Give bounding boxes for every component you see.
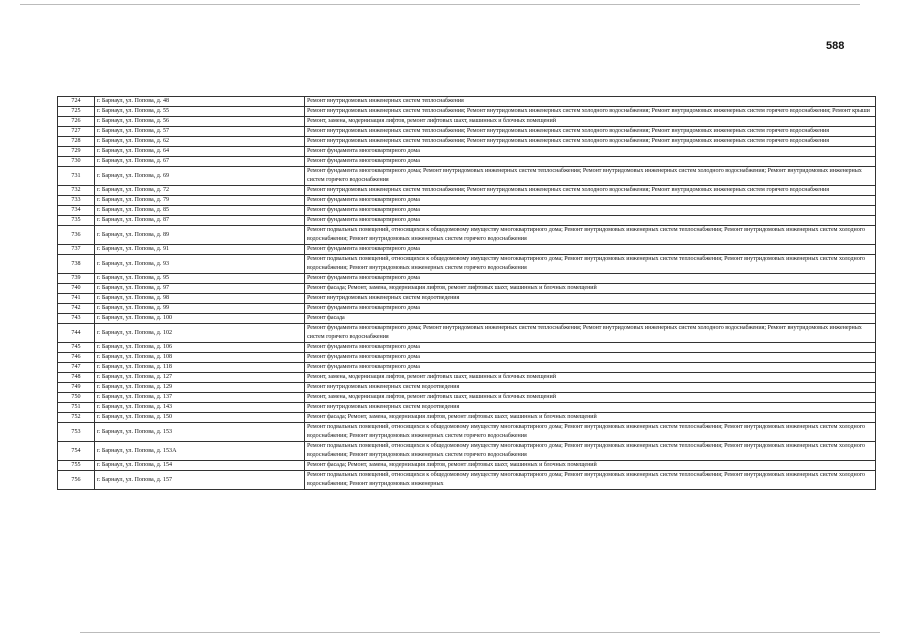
row-works: Ремонт фундамента многоквартирного дома	[305, 363, 876, 373]
row-address: г. Барнаул, ул. Попова, д. 106	[95, 343, 305, 353]
row-address: г. Барнаул, ул. Попова, д. 95	[95, 274, 305, 284]
row-number: 725	[58, 107, 95, 117]
row-works: Ремонт фундамента многоквартирного дома	[305, 206, 876, 216]
table-row	[58, 107, 876, 117]
table-row	[58, 294, 876, 304]
table-row	[58, 274, 876, 284]
row-address: г. Барнаул, ул. Попова, д. 153А	[95, 442, 305, 461]
row-works: Ремонт фундамента многоквартирного дома	[305, 196, 876, 206]
row-number: 730	[58, 157, 95, 167]
row-number: 739	[58, 274, 95, 284]
row-address: г. Барнаул, ул. Попова, д. 56	[95, 117, 305, 127]
row-works: Ремонт фундамента многоквартирного дома	[305, 157, 876, 167]
row-number: 726	[58, 117, 95, 127]
row-address: г. Барнаул, ул. Попова, д. 85	[95, 206, 305, 216]
page-number: 588	[826, 40, 845, 52]
scan-artifact-bottom	[80, 632, 880, 633]
row-number: 746	[58, 353, 95, 363]
table-row	[58, 216, 876, 226]
row-address: г. Барнаул, ул. Попова, д. 72	[95, 186, 305, 196]
row-address: г. Барнаул, ул. Попова, д. 129	[95, 383, 305, 393]
row-address: г. Барнаул, ул. Попова, д. 157	[95, 471, 305, 490]
row-number: 737	[58, 245, 95, 255]
row-works: Ремонт внутридомовых инженерных систем теплоснабжения; Ремонт внутридомовых инженерных систем холодного водоснабжения; Ремонт внутридомовых инженерных систем горячего водоснабжения	[305, 137, 876, 147]
row-number: 750	[58, 393, 95, 403]
row-address: г. Барнаул, ул. Попова, д. 143	[95, 403, 305, 413]
scan-artifact-top	[20, 4, 860, 5]
row-number: 754	[58, 442, 95, 461]
row-number: 742	[58, 304, 95, 314]
row-works: Ремонт подвальных помещений, относящихся к общедомовому имуществу многоквартирного дома; Ремонт внутридомовых инженерных систем теплоснабжения; Ремонт внутридомовых инженерных систем холодного водоснабжения; Ремонт внутридомовых инженерных систем горячего водоснабжения	[305, 255, 876, 274]
row-number: 731	[58, 167, 95, 186]
row-address: г. Барнаул, ул. Попова, д. 137	[95, 393, 305, 403]
row-works: Ремонт внутридомовых инженерных систем теплоснабжения; Ремонт внутридомовых инженерных систем холодного водоснабжения; Ремонт внутридомовых инженерных систем горячего водоснабжения	[305, 127, 876, 137]
row-number: 741	[58, 294, 95, 304]
row-address: г. Барнаул, ул. Попова, д. 150	[95, 413, 305, 423]
row-number: 748	[58, 373, 95, 383]
row-number: 743	[58, 314, 95, 324]
table-row	[58, 461, 876, 471]
row-address: г. Барнаул, ул. Попова, д. 108	[95, 353, 305, 363]
row-works: Ремонт подвальных помещений, относящихся к общедомовому имуществу многоквартирного дома; Ремонт внутридомовых инженерных систем теплоснабжения; Ремонт внутридомовых инженерных систем холодного водоснабжения; Ремонт внутридомовых инженерных систем горячего водоснабжения	[305, 226, 876, 245]
row-address: г. Барнаул, ул. Попова, д. 100	[95, 314, 305, 324]
row-number: 749	[58, 383, 95, 393]
row-address: г. Барнаул, ул. Попова, д. 127	[95, 373, 305, 383]
row-number: 734	[58, 206, 95, 216]
row-number: 740	[58, 284, 95, 294]
row-address: г. Барнаул, ул. Попова, д. 97	[95, 284, 305, 294]
registry-body	[58, 97, 876, 490]
row-number: 732	[58, 186, 95, 196]
row-address: г. Барнаул, ул. Попова, д. 153	[95, 423, 305, 442]
table-row	[58, 442, 876, 461]
row-works: Ремонт внутридомовых инженерных систем теплоснабжения; Ремонт внутридомовых инженерных систем холодного водоснабжения; Ремонт внутридомовых инженерных систем горячего водоснабжения	[305, 186, 876, 196]
row-number: 728	[58, 137, 95, 147]
table-row	[58, 363, 876, 373]
row-address: г. Барнаул, ул. Попова, д. 48	[95, 97, 305, 107]
row-address: г. Барнаул, ул. Попова, д. 89	[95, 226, 305, 245]
row-number: 753	[58, 423, 95, 442]
table-row	[58, 206, 876, 216]
row-works: Ремонт, замена, модернизация лифтов, ремонт лифтовых шахт, машинных и блочных помещений	[305, 393, 876, 403]
row-works: Ремонт фундамента многоквартирного дома	[305, 353, 876, 363]
table-row	[58, 127, 876, 137]
row-address: г. Барнаул, ул. Попова, д. 118	[95, 363, 305, 373]
row-works: Ремонт фасада; Ремонт, замена, модернизация лифтов, ремонт лифтовых шахт, машинных и блочных помещений	[305, 413, 876, 423]
table-row	[58, 353, 876, 363]
row-number: 738	[58, 255, 95, 274]
table-row	[58, 97, 876, 107]
row-number: 744	[58, 324, 95, 343]
row-works: Ремонт, замена, модернизация лифтов, ремонт лифтовых шахт, машинных и блочных помещений	[305, 117, 876, 127]
row-works: Ремонт внутридомовых инженерных систем водоотведения	[305, 294, 876, 304]
table-row	[58, 157, 876, 167]
table-row	[58, 471, 876, 490]
row-works: Ремонт фундамента многоквартирного дома	[305, 304, 876, 314]
row-works: Ремонт фундамента многоквартирного дома; Ремонт внутридомовых инженерных систем теплоснабжения; Ремонт внутридомовых инженерных систем холодного водоснабжения; Ремонт внутридомовых инженерных систем горячего водоснабжения	[305, 167, 876, 186]
table-row	[58, 383, 876, 393]
row-works: Ремонт внутридомовых инженерных систем теплоснабжения	[305, 97, 876, 107]
row-number: 747	[58, 363, 95, 373]
table-row	[58, 284, 876, 294]
row-works: Ремонт фасада; Ремонт, замена, модернизация лифтов, ремонт лифтовых шахт, машинных и блочных помещений	[305, 284, 876, 294]
row-number: 724	[58, 97, 95, 107]
table-row	[58, 226, 876, 245]
row-number: 735	[58, 216, 95, 226]
row-works: Ремонт фундамента многоквартирного дома	[305, 245, 876, 255]
row-number: 727	[58, 127, 95, 137]
table-row	[58, 117, 876, 127]
row-works: Ремонт фундамента многоквартирного дома	[305, 274, 876, 284]
row-works: Ремонт фундамента многоквартирного дома	[305, 216, 876, 226]
repair-registry-table	[57, 96, 876, 490]
table-row	[58, 413, 876, 423]
row-address: г. Барнаул, ул. Попова, д. 64	[95, 147, 305, 157]
row-works: Ремонт фасада; Ремонт, замена, модернизация лифтов, ремонт лифтовых шахт, машинных и блочных помещений	[305, 461, 876, 471]
table-row	[58, 147, 876, 157]
table-row	[58, 423, 876, 442]
row-address: г. Барнаул, ул. Попова, д. 69	[95, 167, 305, 186]
row-number: 736	[58, 226, 95, 245]
row-works: Ремонт внутридомовых инженерных систем теплоснабжения; Ремонт внутридомовых инженерных систем холодного водоснабжения; Ремонт внутридомовых инженерных систем горячего водоснабжения; Ремонт крыши	[305, 107, 876, 117]
row-address: г. Барнаул, ул. Попова, д. 154	[95, 461, 305, 471]
table-row	[58, 137, 876, 147]
table-row	[58, 196, 876, 206]
row-works: Ремонт фасада	[305, 314, 876, 324]
row-works: Ремонт подвальных помещений, относящихся к общедомовому имуществу многоквартирного дома; Ремонт внутридомовых инженерных систем теплоснабжения; Ремонт внутридомовых инженерных систем холодного водоснабжения; Ремонт внутридомовых инженерных систем горячего водоснабжения	[305, 423, 876, 442]
row-number: 745	[58, 343, 95, 353]
row-address: г. Барнаул, ул. Попова, д. 91	[95, 245, 305, 255]
row-address: г. Барнаул, ул. Попова, д. 102	[95, 324, 305, 343]
row-address: г. Барнаул, ул. Попова, д. 99	[95, 304, 305, 314]
table-row	[58, 304, 876, 314]
row-number: 751	[58, 403, 95, 413]
row-works: Ремонт внутридомовых инженерных систем водоотведения	[305, 403, 876, 413]
row-works: Ремонт фундамента многоквартирного дома	[305, 343, 876, 353]
row-number: 756	[58, 471, 95, 490]
row-works: Ремонт фундамента многоквартирного дома; Ремонт внутридомовых инженерных систем теплоснабжения; Ремонт внутридомовых инженерных систем холодного водоснабжения; Ремонт внутридомовых инженерных систем горячего водоснабжения	[305, 324, 876, 343]
row-address: г. Барнаул, ул. Попова, д. 62	[95, 137, 305, 147]
table-row	[58, 255, 876, 274]
table-row	[58, 403, 876, 413]
table-row	[58, 167, 876, 186]
table-row	[58, 393, 876, 403]
row-address: г. Барнаул, ул. Попова, д. 79	[95, 196, 305, 206]
row-number: 733	[58, 196, 95, 206]
row-works: Ремонт подвальных помещений, относящихся к общедомовому имуществу многоквартирного дома; Ремонт внутридомовых инженерных систем теплоснабжения; Ремонт внутридомовых инженерных систем холодного водоснабжения; Ремонт внутридомовых инженерных систем горячего водоснабжения	[305, 442, 876, 461]
table-row	[58, 186, 876, 196]
row-number: 755	[58, 461, 95, 471]
row-works: Ремонт фундамента многоквартирного дома	[305, 147, 876, 157]
row-works: Ремонт, замена, модернизация лифтов, ремонт лифтовых шахт, машинных и блочных помещений	[305, 373, 876, 383]
row-address: г. Барнаул, ул. Попова, д. 67	[95, 157, 305, 167]
table-row	[58, 324, 876, 343]
table-row	[58, 343, 876, 353]
row-address: г. Барнаул, ул. Попова, д. 57	[95, 127, 305, 137]
row-address: г. Барнаул, ул. Попова, д. 55	[95, 107, 305, 117]
table-row	[58, 245, 876, 255]
table-row	[58, 314, 876, 324]
row-works: Ремонт подвальных помещений, относящихся к общедомовому имуществу многоквартирного дома; Ремонт внутридомовых инженерных систем теплоснабжения; Ремонт внутридомовых инженерных систем холодного водоснабжения; Ремонт внутридомовых инженерных	[305, 471, 876, 490]
row-number: 752	[58, 413, 95, 423]
row-address: г. Барнаул, ул. Попова, д. 87	[95, 216, 305, 226]
row-address: г. Барнаул, ул. Попова, д. 98	[95, 294, 305, 304]
row-works: Ремонт внутридомовых инженерных систем водоотведения	[305, 383, 876, 393]
row-address: г. Барнаул, ул. Попова, д. 93	[95, 255, 305, 274]
row-number: 729	[58, 147, 95, 157]
table-row	[58, 373, 876, 383]
